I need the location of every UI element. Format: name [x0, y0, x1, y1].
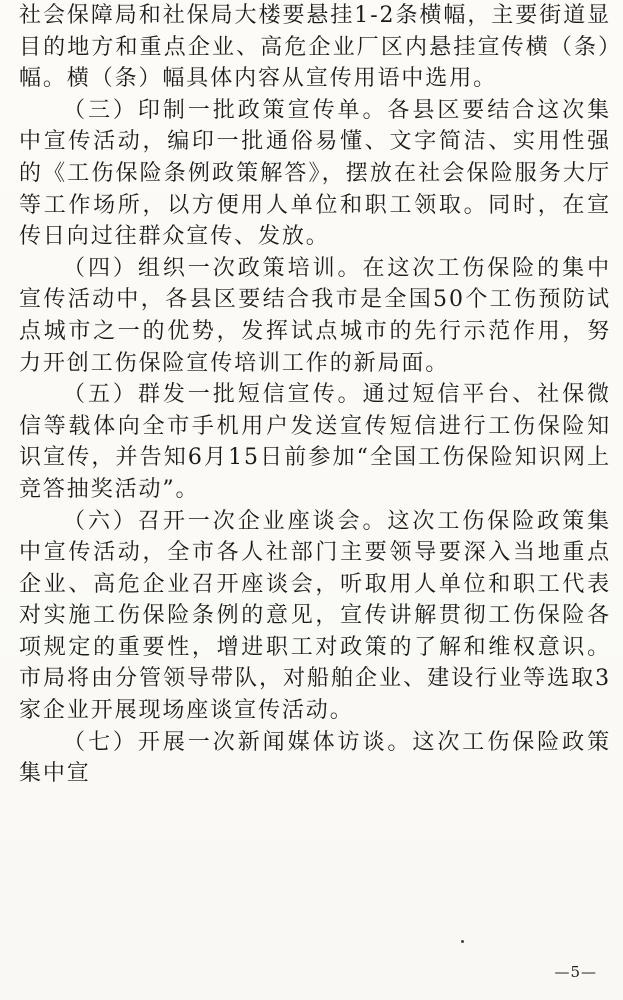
paragraph-section-7: （七）开展一次新闻媒体访谈。这次工伤保险政策集中宣 [19, 729, 611, 787]
page-number: —5— [554, 963, 597, 981]
scan-speck [461, 940, 464, 943]
paragraph-section-6: （六）召开一次企业座谈会。这次工伤保险政策集中宣传活动，全市各人社部门主要领导要深入当地重点企业、高危企业召开座谈会，听取用人单位和职工代表对实施工伤保险条例的意见，宣传讲解贯彻工伤保险各项规定的重要性，增进职工对政策的了解和维权意识。市局将由分管领导带队，对船舶企业、建设行业等选取3家企业开展现场座谈宣传活动。 [19, 508, 611, 724]
document-body [19, 0, 611, 790]
paragraph-section-4: （四）组织一次政策培训。在这次工伤保险的集中宣传活动中，各县区要结合我市是全国50个工伤预防试点城市之一的优势，发挥试点城市的先行示范作用，努力开创工伤保险宣传培训工作的新局面。 [19, 255, 611, 376]
paragraph-section-3: （三）印制一批政策宣传单。各县区要结合这次集中宣传活动，编印一批通俗易懂、文字简洁、实用性强的《工伤保险条例政策解答》，摆放在社会保险服务大厅等工作场所，以方便用人单位和职工领取。同时，在宣传日向过往群众宣传、发放。 [19, 97, 611, 250]
paragraph-section-5: （五）群发一批短信宣传。通过短信平台、社保微信等载体向全市手机用户发送宣传短信进行工伤保险知识宣传，并告知6月15日前参加“全国工伤保险知识网上竞答抽奖活动”。 [19, 382, 611, 502]
paragraph-banner: 社会保障局和社保局大楼要悬挂1-2条横幅，主要街道显目的地方和重点企业、高危企业厂区内悬挂宣传横（条）幅。横（条）幅具体内容从宣传用语中选用。 [19, 3, 611, 92]
